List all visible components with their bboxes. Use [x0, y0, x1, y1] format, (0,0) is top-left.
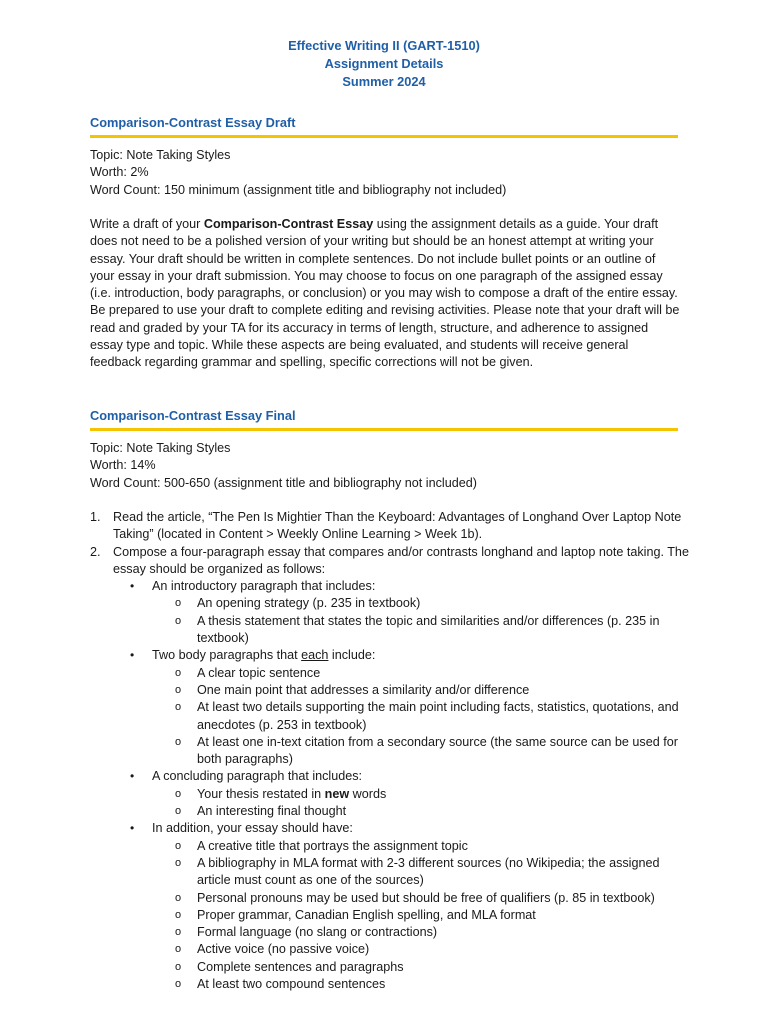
- sub-bullet-item: [175, 976, 690, 993]
- sub-bullet-item: [175, 838, 690, 855]
- sub-bullet-item: [175, 613, 690, 648]
- bullet-marker: •: [130, 769, 135, 784]
- sub-bullet-item: [175, 855, 690, 890]
- sub-bullet-text-end: words: [349, 786, 387, 801]
- sub-bullet-marker: o: [175, 978, 182, 991]
- final-word-count: Word Count: 500-650 (assignment title and bibliography not included): [90, 475, 477, 490]
- bullet-marker: •: [130, 579, 135, 594]
- sub-bullet-marker: o: [175, 908, 182, 921]
- document-header: [0, 37, 768, 92]
- sub-bullet-item: [175, 699, 690, 734]
- final-instructions-list: [90, 509, 690, 993]
- sub-bullet-text: An interesting final thought: [197, 804, 347, 819]
- final-section-divider: [90, 428, 678, 431]
- sub-bullet-marker: o: [175, 666, 182, 679]
- sub-bullet-marker: o: [175, 856, 182, 869]
- bullet-text: An introductory paragraph that includes:: [152, 579, 376, 594]
- draft-topic: Topic: Note Taking Styles: [90, 148, 231, 162]
- sub-bullet-text: Proper grammar, Canadian English spelling, and MLA format: [197, 907, 536, 922]
- sub-bullet-marker: o: [175, 614, 182, 627]
- sub-bullet-text: A creative title that portrays the assignment topic: [197, 838, 468, 853]
- sub-bullet-item: [175, 803, 690, 820]
- bullet-text: A concluding paragraph that includes:: [152, 769, 363, 784]
- sub-bullet-text: Personal pronouns may be used but should be free of qualifiers (p. 85 in textbook): [197, 890, 655, 905]
- item-number: 1.: [90, 510, 101, 524]
- bullet-text-start: Two body paragraphs that: [152, 648, 302, 663]
- sub-bullet-marker: o: [175, 943, 182, 956]
- sub-bullet-item: [175, 682, 690, 699]
- draft-details: [90, 147, 690, 199]
- sub-bullet-text: At least one in-text citation from a secondary source (the same source can be used for both paragraphs): [197, 734, 678, 767]
- sub-bullet-item: [175, 890, 690, 907]
- sub-bullet-text: A clear topic sentence: [197, 665, 321, 680]
- draft-section-divider: [90, 135, 678, 138]
- sub-bullet-marker: o: [175, 701, 182, 714]
- sub-bullet-text: Active voice (no passive voice): [197, 942, 370, 957]
- bullet-marker: •: [130, 648, 135, 663]
- sub-bullet-text: One main point that addresses a similarity and/or difference: [197, 682, 530, 697]
- term-label: Summer 2024: [342, 74, 426, 90]
- sub-bullet-item: [175, 959, 690, 976]
- bullet-text: In addition, your essay should have:: [152, 821, 353, 836]
- item-number: 2.: [90, 544, 101, 559]
- sub-bullet-text: An opening strategy (p. 235 in textbook): [197, 596, 421, 611]
- draft-worth: Worth: 2%: [90, 165, 149, 180]
- bullet-item: [130, 578, 690, 595]
- sub-bullet-marker: o: [175, 926, 182, 939]
- sub-bullet-text: A bibliography in MLA format with 2-3 different sources (no Wikipedia; the assigned article must count as one of the sources): [197, 855, 660, 888]
- draft-instructions-start: Write a draft of your: [90, 217, 204, 231]
- sub-bullet-text: At least two details supporting the main point including facts, statistics, quotations, and anecdotes (p. 253 in textbook): [197, 700, 679, 732]
- bullet-marker: •: [130, 821, 135, 836]
- sub-bullet-text: Formal language (no slang or contractions): [197, 925, 438, 940]
- final-worth: Worth: 14%: [90, 458, 156, 473]
- numbered-item: [90, 544, 690, 579]
- sub-bullet-item: [175, 665, 690, 682]
- sub-bullet-marker: o: [175, 735, 182, 748]
- bullet-item: [130, 768, 690, 785]
- bullet-item: [130, 820, 690, 837]
- course-title: Effective Writing II (GART-1510): [288, 38, 480, 53]
- draft-instructions-rest: using the assignment details as a guide. Your draft does not need to be a polished version of your writing but should be an honest attempt at writing your essay. Your draft should be written in complete sentences. Do not include bullet points or an outline of your essay in your draft submission. You may choose to focus on one paragraph of the assigned essay (i.e. introduction, body paragraphs, or conclusion) or you may wish to compose a draft of the entire essay. Be prepared to use your draft to complete editing and revising activities. Please note that your draft will be read and graded by your TA for its accuracy in terms of length, structure, and adherence to assigned essay type and topic. While these aspects are being evaluated, and students will receive general feedback regarding grammar and spelling, specific corrections will not be given.: [90, 217, 680, 370]
- sub-bullet-marker: o: [175, 839, 182, 852]
- sub-bullet-text-bold: new: [324, 786, 350, 801]
- bullet-item: [130, 647, 690, 664]
- sub-bullet-item: [175, 907, 690, 924]
- sub-bullet-item: [175, 941, 690, 958]
- sub-bullet-marker: o: [175, 787, 182, 800]
- sub-bullet-text: At least two compound sentences: [197, 977, 386, 992]
- sub-bullet-marker: o: [175, 805, 182, 818]
- draft-word-count: Word Count: 150 minimum (assignment title and bibliography not included): [90, 182, 507, 197]
- bullet-text-end: include:: [328, 648, 376, 663]
- sub-bullet-marker: o: [175, 891, 182, 904]
- sub-bullet-marker: o: [175, 960, 182, 973]
- numbered-item: [90, 509, 690, 544]
- item-text: Read the article, “The Pen Is Mightier Than the Keyboard: Advantages of Longhand Over Laptop Note Taking” (located in Content > Weekly Online Learning > Week 1b).: [113, 510, 682, 542]
- sub-bullet-item: [175, 595, 690, 612]
- final-section-title: Comparison-Contrast Essay Final: [90, 408, 296, 423]
- sub-bullet-item: [175, 924, 690, 941]
- final-details: [90, 440, 690, 492]
- sub-bullet-text: Complete sentences and paragraphs: [197, 959, 404, 974]
- draft-instructions-essay-name: Comparison-Contrast Essay: [203, 217, 374, 231]
- item-text: Compose a four-paragraph essay that compares and/or contrasts longhand and laptop note taking. The essay should be organized as follows:: [113, 544, 689, 576]
- bullet-text-underlined: each: [301, 648, 329, 663]
- sub-bullet-item: [175, 786, 690, 803]
- document-subtitle: Assignment Details: [324, 56, 444, 72]
- sub-bullet-marker: o: [175, 597, 182, 610]
- sub-bullet-text-start: Your thesis restated in: [197, 786, 325, 801]
- sub-bullet-text: A thesis statement that states the topic and similarities and/or differences (p. 235 in textbook): [197, 613, 660, 646]
- final-topic: Topic: Note Taking Styles: [90, 441, 231, 455]
- draft-section-title: Comparison-Contrast Essay Draft: [90, 115, 296, 130]
- sub-bullet-marker: o: [175, 683, 182, 696]
- sub-bullet-item: [175, 734, 690, 769]
- draft-instructions: [90, 216, 682, 372]
